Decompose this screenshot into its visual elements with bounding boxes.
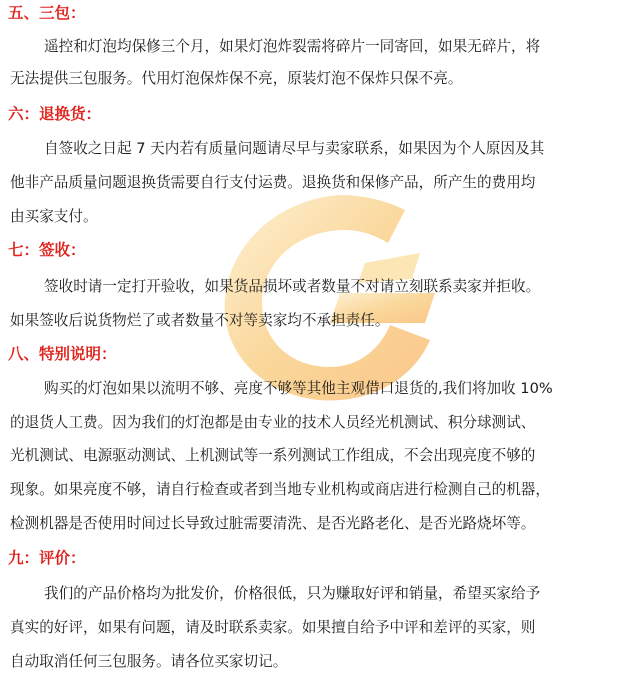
section-returns-line: 自签收之日起 7 天内若有质量问题请尽早与卖家联系，如果因为个人原因及其 bbox=[44, 140, 545, 157]
section-receipt-line: 如果签收后说货物烂了或者数量不对等卖家均不承担责任。 bbox=[10, 312, 390, 329]
section-warranty-line: 遥控和灯泡均保修三个月，如果灯泡炸裂需将碎片一同寄回，如果无碎片，将 bbox=[44, 38, 541, 55]
section-heading-reviews: 九：评价： bbox=[8, 549, 86, 567]
section-returns-line: 他非产品质量问题退换货需要自行支付运费。退换货和保修产品，所产生的费用均 bbox=[10, 174, 536, 191]
section-heading-returns: 六：退换货： bbox=[8, 105, 102, 123]
section-reviews-line: 真实的好评，如果有问题，请及时联系卖家。如果擅自给予中评和差评的买家，则 bbox=[10, 619, 536, 636]
section-returns-line: 由买家支付。 bbox=[10, 208, 98, 225]
section-special-notes-line: 现象。如果亮度不够，请自行检查或者到当地专业机构或商店进行检测自己的机器， bbox=[10, 481, 550, 498]
section-receipt-line: 签收时请一定打开验收，如果货品损坏或者数量不对请立刻联系卖家并拒收。 bbox=[44, 278, 541, 295]
section-special-notes-line: 的退货人工费。因为我们的灯泡都是由专业的技术人员经光机测试、积分球测试、 bbox=[10, 414, 536, 431]
section-heading-special-notes: 八、特别说明： bbox=[8, 345, 117, 363]
section-special-notes-line: 检测机器是否使用时间过长导致过脏需要清洗、是否光路老化、是否光路烧坏等。 bbox=[10, 515, 536, 532]
section-reviews-line: 我们的产品价格均为批发价，价格很低，只为赚取好评和销量，希望买家给予 bbox=[44, 585, 541, 602]
section-special-notes-line: 购买的灯泡如果以流明不够、亮度不够等其他主观借口退货的,我们将加收 10% bbox=[44, 380, 553, 397]
section-warranty-line: 无法提供三包服务。代用灯泡保炸保不亮，原装灯泡不保炸只保不亮。 bbox=[10, 70, 463, 87]
section-special-notes-line: 光机测试、电源驱动测试、上机测试等一系列测试工作组成，不会出现亮度不够的 bbox=[10, 447, 536, 464]
section-heading-receipt: 七：签收： bbox=[8, 241, 86, 259]
section-heading-warranty: 五、三包： bbox=[8, 4, 86, 22]
section-reviews-line: 自动取消任何三包服务。请各位买家切记。 bbox=[10, 653, 288, 670]
